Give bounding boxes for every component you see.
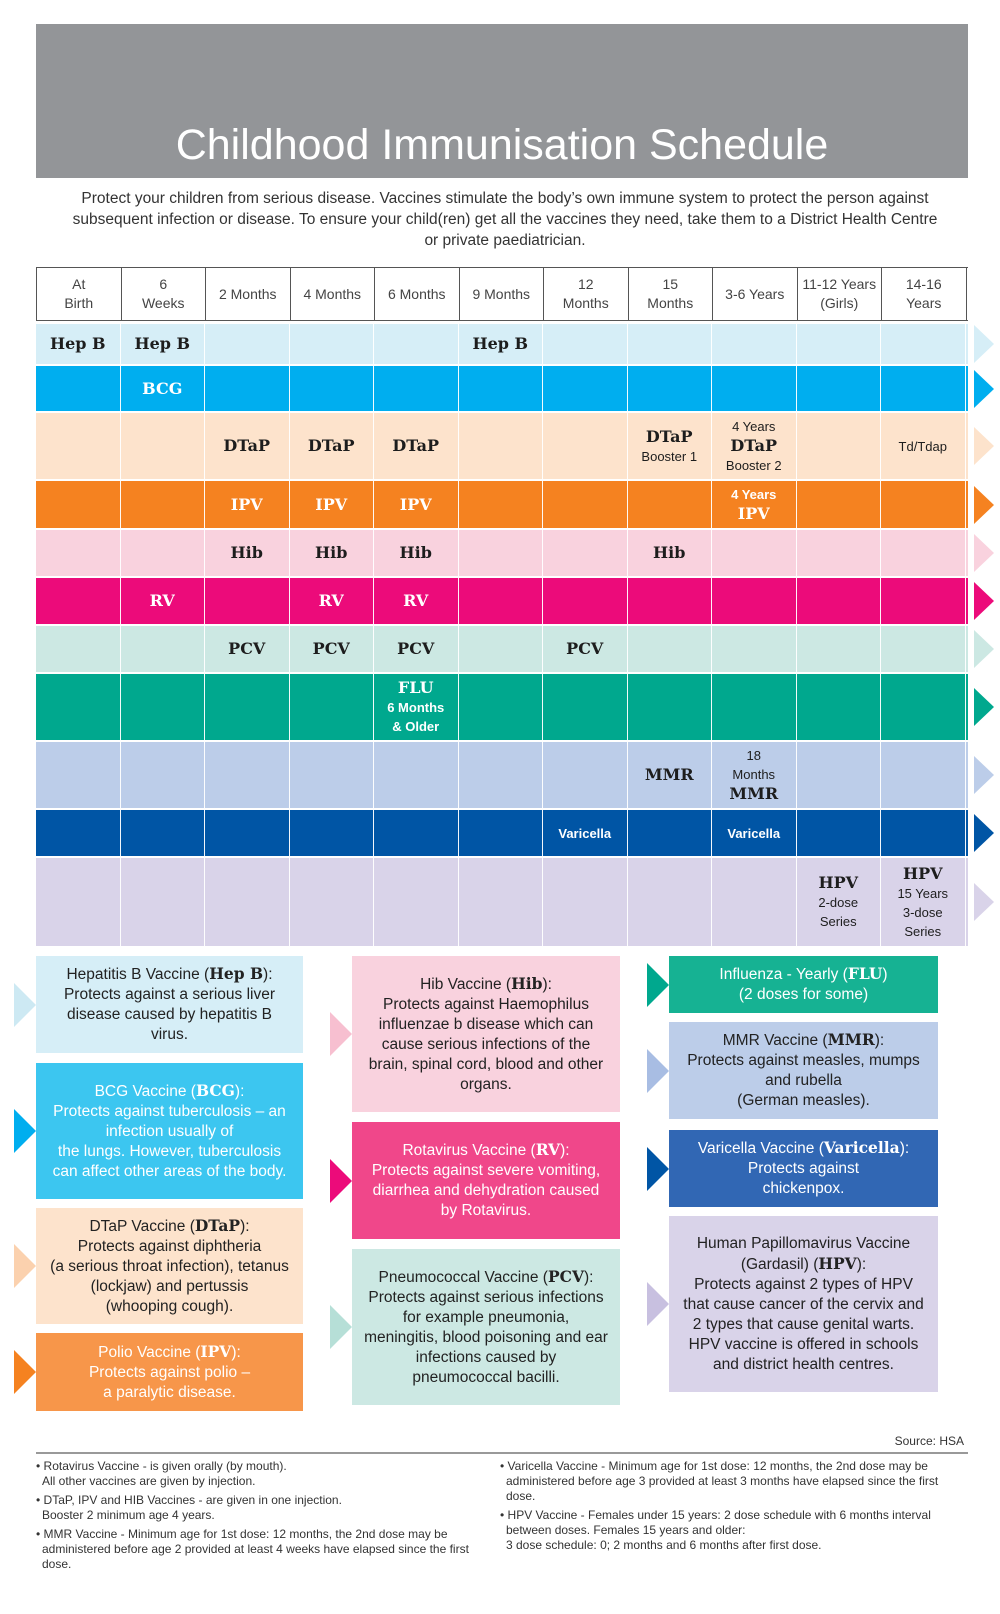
legend-box-varicella bbox=[669, 1130, 938, 1207]
schedule-cell bbox=[881, 578, 966, 624]
cell-label: DTaP bbox=[223, 436, 271, 455]
schedule-cell bbox=[543, 324, 628, 364]
header-cell: At Birth bbox=[37, 268, 122, 320]
schedule-cell bbox=[797, 366, 882, 411]
cell-label: BCG bbox=[142, 378, 183, 398]
legend-text bbox=[364, 1140, 608, 1221]
schedule-cell bbox=[797, 481, 882, 528]
legend-box-rv bbox=[352, 1122, 620, 1239]
schedule-cell bbox=[881, 324, 966, 364]
cell-label: RV bbox=[403, 591, 429, 610]
legend-box-hib bbox=[352, 956, 620, 1112]
legend-name: Pneumococcal Vaccine ( bbox=[378, 1268, 548, 1286]
schedule-cell bbox=[205, 413, 290, 479]
schedule-cell bbox=[121, 578, 206, 624]
footnote: • MMR Vaccine - Minimum age for 1st dose: 12 months, the 2nd dose may be administered before age 2 provided at least 4 weeks have elapsed since the first dose. bbox=[36, 1527, 469, 1571]
schedule-cell bbox=[543, 413, 628, 479]
row-arrow-icon bbox=[974, 756, 994, 794]
footnote: • HPV Vaccine - Females under 15 years: 2 dose schedule with 6 months interval between doses. Females 15 years and older: 3 dose schedule: 0; 2 months and 6 months after first dose. bbox=[500, 1508, 931, 1552]
schedule-cell bbox=[374, 674, 459, 740]
schedule-cell bbox=[628, 324, 713, 364]
schedule-cell bbox=[459, 481, 544, 528]
schedule-cell bbox=[374, 366, 459, 411]
schedule-cell bbox=[36, 530, 121, 576]
cell-label: Series bbox=[819, 914, 857, 929]
header-cell: 15 Months bbox=[629, 268, 714, 320]
schedule-row-hib bbox=[36, 530, 968, 576]
schedule-cell bbox=[797, 742, 882, 808]
cell-label: DTaP bbox=[730, 436, 778, 455]
legend-abbr: Hib bbox=[511, 973, 543, 993]
schedule-cell bbox=[881, 530, 966, 576]
header-cell: 3-6 Years bbox=[713, 268, 798, 320]
schedule-cell bbox=[543, 674, 628, 740]
schedule-cell bbox=[121, 810, 206, 856]
legend-abbr: HPV bbox=[818, 1253, 857, 1273]
schedule-cell bbox=[374, 578, 459, 624]
legend-desc: ) (2 doses for some) bbox=[738, 966, 888, 1003]
cell-label: Months bbox=[732, 767, 776, 782]
schedule-table bbox=[36, 267, 968, 946]
schedule-cell bbox=[543, 530, 628, 576]
row-arrow-icon bbox=[974, 630, 994, 668]
row-arrow-icon bbox=[974, 325, 994, 363]
schedule-cell bbox=[205, 481, 290, 528]
cell-label: PCV bbox=[228, 639, 266, 658]
schedule-cell bbox=[797, 578, 882, 624]
schedule-cell bbox=[628, 810, 713, 856]
schedule-row-bcg bbox=[36, 366, 968, 411]
cell-label: Hib bbox=[653, 543, 686, 562]
row-arrow-icon bbox=[974, 883, 994, 921]
footnote: • Varicella Vaccine - Minimum age for 1st dose: 12 months, the 2nd dose may be administered before age 3 provided at least 3 months have elapsed since the first dose. bbox=[500, 1459, 939, 1503]
schedule-cell bbox=[374, 626, 459, 672]
schedule-cell bbox=[797, 858, 882, 946]
schedule-row-flu bbox=[36, 674, 968, 740]
schedule-cell bbox=[628, 481, 713, 528]
cell-label: Varicella bbox=[558, 825, 612, 841]
cell-label: FLU bbox=[397, 678, 434, 697]
schedule-cell bbox=[36, 324, 121, 364]
schedule-cell bbox=[290, 626, 375, 672]
cell-label: IPV bbox=[399, 494, 432, 514]
schedule-cell bbox=[459, 578, 544, 624]
schedule-cell bbox=[205, 742, 290, 808]
schedule-cell bbox=[290, 530, 375, 576]
row-arrow-icon bbox=[974, 370, 994, 408]
schedule-row-varicella bbox=[36, 810, 968, 856]
cell-label: 18 bbox=[746, 748, 761, 763]
schedule-cell bbox=[121, 413, 206, 479]
cell-label: PCV bbox=[312, 639, 350, 658]
schedule-row-mmr bbox=[36, 742, 968, 808]
legend-text bbox=[48, 1216, 291, 1317]
schedule-cell bbox=[881, 626, 966, 672]
cell-label: Td/Tdap bbox=[898, 438, 947, 454]
legend-name: Influenza - Yearly ( bbox=[719, 966, 848, 983]
schedule-cell bbox=[205, 578, 290, 624]
cell-label: Hib bbox=[315, 543, 348, 562]
schedule-cell bbox=[290, 324, 375, 364]
legend-name: MMR Vaccine ( bbox=[722, 1032, 828, 1049]
legend-arrow-icon bbox=[647, 1147, 669, 1191]
schedule-cell bbox=[374, 413, 459, 479]
legend-arrow-icon bbox=[647, 963, 669, 1007]
schedule-cell bbox=[290, 674, 375, 740]
legend-box-mmr bbox=[669, 1022, 938, 1119]
schedule-cell bbox=[205, 324, 290, 364]
schedule-cell bbox=[628, 858, 713, 946]
schedule-cell bbox=[712, 530, 797, 576]
cell-label: DTaP bbox=[392, 436, 440, 455]
legend-name: Rotavirus Vaccine ( bbox=[402, 1142, 536, 1159]
page-title: Childhood Immunisation Schedule bbox=[175, 121, 829, 169]
legend-abbr: BCG bbox=[195, 1080, 235, 1100]
legend-desc: ): Protects against serious infections for example pneumonia, meningitis, blood poisoning and ear infections caused by pneumococcal bacilli. bbox=[364, 1268, 608, 1386]
schedule-cell bbox=[797, 324, 882, 364]
schedule-cell bbox=[290, 742, 375, 808]
schedule-cell bbox=[543, 578, 628, 624]
legend-abbr: DTaP bbox=[194, 1215, 241, 1235]
header-cell: 2 Months bbox=[206, 268, 291, 320]
schedule-cell bbox=[290, 578, 375, 624]
schedule-cell bbox=[36, 366, 121, 411]
schedule-cell bbox=[543, 366, 628, 411]
schedule-cell bbox=[36, 810, 121, 856]
schedule-cell bbox=[797, 413, 882, 479]
schedule-cell bbox=[712, 413, 797, 479]
cell-label: DTaP bbox=[307, 436, 355, 455]
schedule-cell bbox=[36, 481, 121, 528]
schedule-cell bbox=[374, 530, 459, 576]
schedule-cell bbox=[121, 324, 206, 364]
schedule-cell bbox=[628, 674, 713, 740]
legend-name: Varicella Vaccine ( bbox=[697, 1140, 824, 1157]
legend-abbr: FLU bbox=[847, 964, 883, 983]
legend-desc: ): Protects against measles, mumps and rubella (German measles). bbox=[687, 1032, 920, 1109]
legend-text bbox=[48, 1342, 291, 1403]
legend-arrow-icon bbox=[330, 1012, 352, 1056]
schedule-cell bbox=[459, 413, 544, 479]
legend-arrow-icon bbox=[330, 1159, 352, 1203]
legend-name: BCG Vaccine ( bbox=[94, 1082, 196, 1100]
schedule-row-hpv bbox=[36, 858, 968, 946]
legend-text bbox=[681, 1030, 926, 1111]
cell-label: RV bbox=[318, 591, 344, 610]
schedule-cell bbox=[712, 858, 797, 946]
cell-label: MMR bbox=[729, 784, 779, 803]
schedule-cell bbox=[543, 481, 628, 528]
schedule-cell bbox=[459, 366, 544, 411]
schedule-cell bbox=[881, 366, 966, 411]
legend-name: Polio Vaccine ( bbox=[98, 1343, 201, 1361]
header-cell: 12 Months bbox=[544, 268, 629, 320]
legend-arrow-icon bbox=[14, 1109, 36, 1153]
schedule-cell bbox=[36, 626, 121, 672]
footnote: • DTaP, IPV and HIB Vaccines - are given in one injection. Booster 2 minimum age 4 years. bbox=[36, 1493, 342, 1522]
schedule-cell bbox=[36, 674, 121, 740]
cell-label: HPV bbox=[818, 873, 859, 892]
legend-desc: ): Protects against 2 types of HPV that cause cancer of the cervix and 2 types that cause genital warts. HPV vaccine is offered in schools and district health centres. bbox=[683, 1255, 924, 1373]
legend-box-bcg bbox=[36, 1063, 303, 1199]
cell-label: Hib bbox=[230, 543, 263, 562]
schedule-cell bbox=[628, 578, 713, 624]
schedule-cell bbox=[374, 324, 459, 364]
cell-label: MMR bbox=[644, 765, 694, 784]
schedule-cell bbox=[205, 858, 290, 946]
schedule-cell bbox=[628, 742, 713, 808]
schedule-cell bbox=[121, 674, 206, 740]
schedule-cell bbox=[290, 413, 375, 479]
legend-desc: ): Protects against Haemophilus influenzae b disease which can cause serious infections of the brain, spinal cord, blood and other organs. bbox=[368, 975, 604, 1093]
legend-box-hpv bbox=[669, 1216, 938, 1392]
cell-label: IPV bbox=[230, 494, 263, 514]
schedule-cell bbox=[628, 530, 713, 576]
schedule-cell bbox=[121, 742, 206, 808]
legend-desc: ): Protects against diphtheria (a serious throat infection), tetanus (lockjaw) and pertussis (whooping cough). bbox=[50, 1217, 289, 1315]
cell-label: 4 Years bbox=[731, 487, 777, 502]
schedule-row-ipv bbox=[36, 481, 968, 528]
notes-right bbox=[500, 1459, 940, 1557]
legend-box-flu bbox=[669, 956, 938, 1013]
legend-desc: ): Protects against polio – a paralytic disease. bbox=[88, 1343, 251, 1401]
schedule-cell bbox=[290, 810, 375, 856]
header-cell: 6 Months bbox=[375, 268, 460, 320]
title-banner bbox=[36, 24, 968, 178]
schedule-cell bbox=[459, 626, 544, 672]
legend-abbr: PCV bbox=[547, 1266, 584, 1286]
schedule-cell bbox=[881, 810, 966, 856]
header-cell: 9 Months bbox=[460, 268, 545, 320]
intro-text: Protect your children from serious disease. Vaccines stimulate the body’s own immune system to protect the person against subsequent infection or disease. To ensure your child(ren) get all the vaccines they need, take them to a District Health Centre or private paediatrician. bbox=[72, 190, 938, 249]
schedule-cell bbox=[543, 810, 628, 856]
legend-box-hepb bbox=[36, 956, 303, 1053]
cell-label: HPV bbox=[902, 863, 943, 883]
cell-label: RV bbox=[149, 591, 175, 610]
schedule-cell bbox=[628, 413, 713, 479]
cell-label: Hib bbox=[399, 543, 432, 562]
schedule-cell bbox=[374, 858, 459, 946]
schedule-cell bbox=[121, 858, 206, 946]
schedule-cell bbox=[205, 810, 290, 856]
schedule-cell bbox=[459, 324, 544, 364]
legend-text bbox=[48, 964, 291, 1045]
schedule-header-row bbox=[36, 267, 968, 321]
row-arrow-icon bbox=[974, 814, 994, 852]
row-arrow-icon bbox=[974, 427, 994, 465]
schedule-cell bbox=[797, 674, 882, 740]
legend-text bbox=[364, 1267, 608, 1388]
legend-abbr: RV bbox=[535, 1140, 561, 1159]
row-arrow-icon bbox=[974, 688, 994, 726]
schedule-cell bbox=[881, 413, 966, 479]
cell-label: 15 Years bbox=[897, 885, 949, 901]
schedule-cell bbox=[205, 366, 290, 411]
cell-label: PCV bbox=[397, 639, 435, 658]
schedule-cell bbox=[797, 626, 882, 672]
schedule-cell bbox=[374, 481, 459, 528]
schedule-cell bbox=[205, 674, 290, 740]
legend-box-dtap bbox=[36, 1208, 303, 1324]
cell-label: IPV bbox=[315, 494, 348, 514]
schedule-cell bbox=[881, 858, 966, 946]
legend-name: Hepatitis B Vaccine ( bbox=[66, 966, 210, 983]
schedule-cell bbox=[36, 742, 121, 808]
schedule-cell bbox=[121, 481, 206, 528]
schedule-row-hepb bbox=[36, 324, 968, 364]
schedule-cell bbox=[712, 481, 797, 528]
legend-desc: ): Protects against tuberculosis – an infection usually of the lungs. However, tuberculosis can affect other areas of the body. bbox=[52, 1082, 287, 1180]
cell-label: 3-dose bbox=[902, 904, 943, 920]
legend-text bbox=[681, 1138, 926, 1199]
legend-name: Hib Vaccine ( bbox=[420, 975, 512, 993]
cell-label: Hep B bbox=[49, 334, 106, 353]
legend-name: DTaP Vaccine ( bbox=[89, 1217, 195, 1235]
schedule-cell bbox=[712, 742, 797, 808]
schedule-cell bbox=[881, 481, 966, 528]
cell-label: Varicella bbox=[727, 825, 781, 841]
legend-desc: ): Protects against severe vomiting, diarrhea and dehydration caused by Rotavirus. bbox=[371, 1142, 601, 1219]
schedule-cell bbox=[459, 742, 544, 808]
row-arrow-icon bbox=[974, 534, 994, 572]
schedule-cell bbox=[205, 530, 290, 576]
cell-label: 6 Months bbox=[387, 700, 445, 715]
schedule-cell bbox=[797, 810, 882, 856]
schedule-cell bbox=[712, 674, 797, 740]
cell-label: Hep B bbox=[472, 334, 529, 353]
row-arrow-icon bbox=[974, 582, 994, 620]
schedule-cell bbox=[205, 626, 290, 672]
schedule-cell bbox=[290, 366, 375, 411]
legend-arrow-icon bbox=[14, 1244, 36, 1288]
legend-text bbox=[364, 974, 608, 1095]
legend-box-pcv bbox=[352, 1249, 620, 1405]
legend-desc: ): Protects against chickenpox. bbox=[747, 1140, 910, 1197]
legend-name: Human Papillomavirus Vaccine (Gardasil) ( bbox=[696, 1234, 911, 1273]
schedule-cell bbox=[36, 413, 121, 479]
notes-left bbox=[36, 1459, 476, 1576]
schedule-cell bbox=[290, 858, 375, 946]
legend-arrow-icon bbox=[330, 1305, 352, 1349]
cell-label: Booster 1 bbox=[641, 448, 698, 464]
schedule-cell bbox=[712, 810, 797, 856]
cell-label: Series bbox=[904, 923, 942, 939]
legend-text bbox=[48, 1081, 291, 1182]
schedule-cell bbox=[121, 366, 206, 411]
cell-label: PCV bbox=[566, 639, 604, 658]
footnote: • Rotavirus Vaccine - is given orally (by mouth). All other vaccines are given by injection. bbox=[36, 1459, 287, 1488]
schedule-cell bbox=[374, 810, 459, 856]
cell-label: IPV bbox=[737, 504, 770, 523]
legend-desc: ): Protects against a serious liver disease caused by hepatitis B virus. bbox=[63, 966, 276, 1043]
schedule-cell bbox=[628, 366, 713, 411]
schedule-cell bbox=[121, 626, 206, 672]
legend-text bbox=[681, 1234, 926, 1375]
cell-label: 2-dose bbox=[818, 895, 859, 910]
cell-label: & Older bbox=[392, 719, 440, 734]
schedule-cell bbox=[712, 324, 797, 364]
legend-arrow-icon bbox=[647, 1282, 669, 1326]
cell-label: DTaP bbox=[645, 426, 693, 446]
schedule-cell bbox=[459, 810, 544, 856]
schedule-cell bbox=[628, 626, 713, 672]
schedule-cell bbox=[459, 674, 544, 740]
legend-abbr: Varicella bbox=[823, 1138, 900, 1157]
schedule-cell bbox=[543, 626, 628, 672]
schedule-cell bbox=[121, 530, 206, 576]
row-arrow-icon bbox=[974, 486, 994, 524]
legend-abbr: MMR bbox=[827, 1030, 875, 1049]
legend-abbr: Hep B bbox=[209, 964, 264, 983]
schedule-row-rv bbox=[36, 578, 968, 624]
legend-text bbox=[681, 964, 926, 1005]
header-cell: 11-12 Years (Girls) bbox=[798, 268, 883, 320]
source-credit: Source: HSA bbox=[894, 1434, 964, 1448]
schedule-cell bbox=[36, 858, 121, 946]
schedule-cell bbox=[290, 481, 375, 528]
legend-arrow-icon bbox=[14, 983, 36, 1027]
schedule-cell bbox=[712, 366, 797, 411]
schedule-cell bbox=[712, 626, 797, 672]
divider bbox=[36, 1452, 968, 1454]
schedule-cell bbox=[797, 530, 882, 576]
schedule-cell bbox=[459, 530, 544, 576]
schedule-cell bbox=[543, 742, 628, 808]
cell-label: Hep B bbox=[134, 334, 191, 353]
schedule-row-pcv bbox=[36, 626, 968, 672]
header-cell: 6 Weeks bbox=[122, 268, 207, 320]
legend-abbr: IPV bbox=[200, 1341, 232, 1361]
cell-label: Booster 2 bbox=[725, 458, 782, 473]
schedule-cell bbox=[543, 858, 628, 946]
schedule-cell bbox=[459, 858, 544, 946]
schedule-row-dtap bbox=[36, 413, 968, 479]
schedule-cell bbox=[374, 742, 459, 808]
schedule-cell bbox=[881, 742, 966, 808]
header-cell: 4 Months bbox=[291, 268, 376, 320]
cell-label: 4 Years bbox=[732, 419, 776, 434]
schedule-cell bbox=[881, 674, 966, 740]
legend-arrow-icon bbox=[647, 1049, 669, 1093]
legend-arrow-icon bbox=[14, 1350, 36, 1394]
legend-box-ipv bbox=[36, 1333, 303, 1411]
schedule-cell bbox=[36, 578, 121, 624]
schedule-cell bbox=[712, 578, 797, 624]
header-cell: 14-16 Years bbox=[882, 268, 967, 320]
